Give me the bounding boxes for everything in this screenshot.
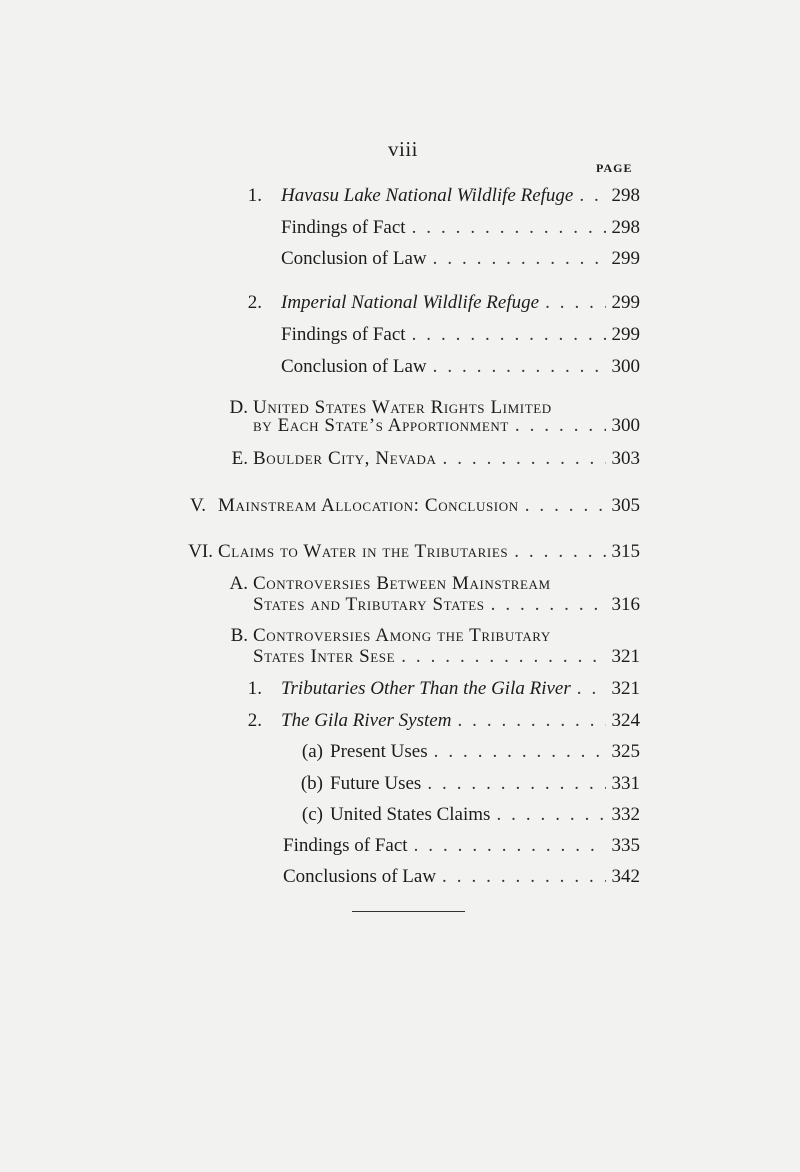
leader-dots	[401, 645, 605, 669]
entry-page: 303	[611, 448, 640, 469]
entry-number: (a)	[301, 741, 323, 762]
entry-title: The Gila River System	[281, 710, 452, 731]
entry-page: 299	[611, 324, 640, 345]
leader-dots	[412, 216, 606, 240]
entry-title-line-2: States Inter Sese	[253, 646, 396, 667]
leader-dots	[545, 291, 605, 315]
entry-number: A.	[229, 573, 248, 594]
entry-title: Future Uses	[330, 773, 422, 794]
leader-dots	[515, 414, 606, 438]
entry-page: 299	[611, 292, 640, 313]
entry-page: 316	[611, 594, 640, 615]
leader-dots	[457, 709, 605, 733]
entry-page: 300	[611, 356, 640, 377]
entry-title-line-1: United States Water Rights Limited	[253, 397, 552, 418]
entry-title: Havasu Lake National Wildlife Refuge	[281, 185, 574, 206]
page-number: viii	[388, 137, 419, 161]
entry-title-line-1: Controversies Among the Tributary	[253, 625, 551, 646]
entry-number: (c)	[301, 804, 323, 825]
entry-title: Boulder City, Nevada	[253, 448, 437, 469]
entry-page: 305	[611, 495, 640, 516]
entry-number: 2.	[247, 292, 262, 313]
divider-rule	[352, 911, 465, 912]
leader-dots	[577, 677, 606, 701]
entry-title: Conclusion of Law	[281, 248, 427, 269]
entry-page: 298	[611, 217, 640, 238]
entry-title: Claims to Water in the Tributaries	[218, 541, 509, 562]
entry-title: United States Claims	[330, 804, 491, 825]
entry-number: B.	[230, 625, 248, 646]
leader-dots	[491, 593, 606, 617]
entry-title: Findings of Fact	[283, 835, 408, 856]
entry-page: 342	[611, 866, 640, 887]
entry-title: Conclusions of Law	[283, 866, 437, 887]
leader-dots	[496, 803, 605, 827]
entry-page: 324	[611, 710, 640, 731]
leader-dots	[525, 494, 606, 518]
leader-dots	[514, 540, 605, 564]
leader-dots	[442, 865, 605, 889]
entry-page: 300	[611, 415, 640, 436]
entry-title: Present Uses	[330, 741, 428, 762]
entry-title: Findings of Fact	[281, 217, 406, 238]
entry-page: 325	[611, 741, 640, 762]
leader-dots	[433, 355, 606, 379]
entry-number: VI.	[188, 541, 213, 562]
entry-page: 332	[611, 804, 640, 825]
entry-page: 331	[611, 773, 640, 794]
entry-number: E.	[231, 448, 248, 469]
entry-page: 321	[611, 646, 640, 667]
entry-title-line-1: Controversies Between Mainstream	[253, 573, 551, 594]
entry-number: (b)	[300, 773, 323, 794]
page-column-header: PAGE	[596, 161, 633, 175]
entry-number: V.	[189, 495, 206, 516]
entry-page: 299	[611, 248, 640, 269]
leader-dots	[412, 323, 606, 347]
entry-title-line-2: States and Tributary States	[253, 594, 485, 615]
entry-page: 321	[611, 678, 640, 699]
leader-dots	[434, 740, 606, 764]
leader-dots	[579, 184, 605, 208]
entry-title: Findings of Fact	[281, 324, 406, 345]
leader-dots	[443, 447, 606, 471]
leader-dots	[427, 772, 605, 796]
entry-number: D.	[229, 397, 248, 418]
entry-number: 1.	[247, 678, 262, 699]
entry-page: 335	[611, 835, 640, 856]
entry-page: 315	[611, 541, 640, 562]
entry-title: Conclusion of Law	[281, 356, 427, 377]
entry-title: Imperial National Wildlife Refuge	[281, 292, 540, 313]
leader-dots	[414, 834, 606, 858]
entry-number: 2.	[247, 710, 262, 731]
entry-number: 1.	[247, 185, 262, 206]
entry-title: Tributaries Other Than the Gila River	[281, 678, 571, 699]
entry-title: Mainstream Allocation: Conclusion	[218, 495, 519, 516]
entry-title-line-2: by Each State’s Apportionment	[253, 415, 509, 436]
entry-page: 298	[611, 185, 640, 206]
leader-dots	[433, 247, 606, 271]
